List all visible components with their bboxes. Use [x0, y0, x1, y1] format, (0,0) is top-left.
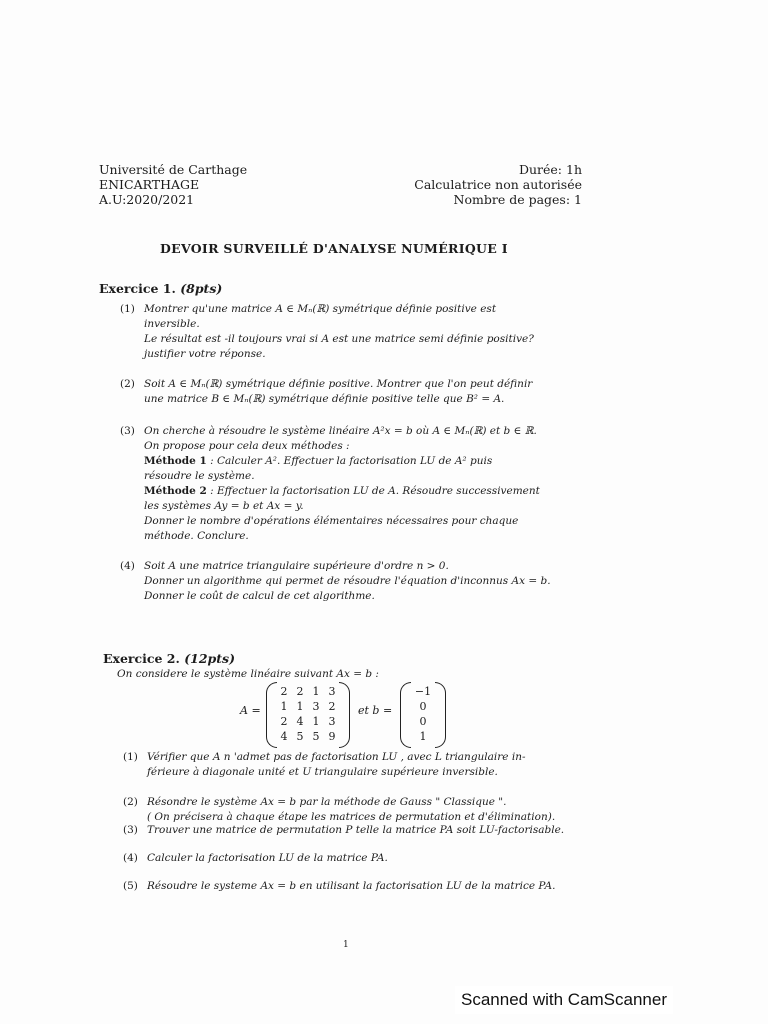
question-line: Donner un algorithme qui permet de résoudre l'équation d'inconnus Ax = b. — [144, 575, 551, 587]
header-institution — [99, 162, 247, 207]
question-line: Vérifier que A n 'admet pas de factorisation LU , avec L triangulaire in- — [147, 751, 526, 763]
vector-entry: 0 — [419, 715, 427, 728]
matrix-entry: 5 — [296, 730, 304, 743]
matrix-a-entries — [276, 684, 340, 744]
exercise-2-intro: On considere le système linéaire suivant Ax = b : — [117, 668, 379, 680]
header-school: ENICARTHAGE — [99, 177, 200, 192]
question-number: (4) — [120, 560, 135, 572]
matrix-entry: 1 — [296, 700, 304, 713]
matrix-a — [266, 682, 350, 746]
question-number: (1) — [123, 751, 138, 763]
exercise-2-heading — [103, 651, 235, 666]
question-line: Le résultat est -il toujours vrai si A est une matrice semi définie positive? — [144, 333, 534, 345]
left-parenthesis — [400, 682, 411, 748]
question-line: Résoudre le systeme Ax = b en utilisant la factorisation LU de la matrice PA. — [147, 880, 556, 892]
matrix-entry: 3 — [328, 715, 336, 728]
question-line: résoudre le système. — [144, 470, 255, 482]
matrix-entry: 1 — [280, 700, 288, 713]
header-university: Université de Carthage — [99, 162, 248, 177]
matrix-entry: 2 — [328, 700, 336, 713]
matrix-entry: 3 — [312, 700, 320, 713]
page-number: 1 — [343, 940, 349, 950]
question-line: justifier votre réponse. — [144, 348, 266, 360]
exercise-2-points: (12pts) — [184, 651, 235, 666]
question-number: (2) — [123, 796, 138, 808]
question-line: les systèmes Ay = b et Ax = y. — [144, 500, 304, 512]
camscanner-watermark: Scanned with CamScanner — [455, 986, 673, 1014]
question-number: (5) — [123, 880, 138, 892]
question-line: férieure à diagonale unité et U triangulaire supérieure inversible. — [147, 766, 498, 778]
exercise-1-points: (8pts) — [180, 281, 223, 296]
matrix-entry: 5 — [312, 730, 320, 743]
exam-title: DEVOIR SURVEILLÉ D'ANALYSE NUMÉRIQUE I — [160, 241, 508, 256]
header-duration: Durée: 1h — [518, 162, 582, 177]
vector-b-label: et b = — [358, 704, 393, 717]
header-calculator: Calculatrice non autorisée — [414, 177, 582, 192]
matrix-a-label: A = — [240, 704, 261, 717]
question-number: (1) — [120, 303, 135, 315]
right-parenthesis — [339, 682, 350, 748]
question-line: inversible. — [144, 318, 200, 330]
matrix-entry: 4 — [280, 730, 288, 743]
question-line: ( On précisera à chaque étape les matrices de permutation et d'élimination). — [147, 811, 556, 823]
method-2-line — [144, 484, 540, 499]
question-number: (3) — [120, 425, 135, 437]
matrix-entry: 4 — [296, 715, 304, 728]
matrix-entry: 1 — [312, 715, 320, 728]
question-line: On propose pour cela deux méthodes : — [144, 440, 350, 452]
question-number: (3) — [123, 824, 138, 836]
exercise-1-heading — [99, 281, 222, 296]
matrix-entry: 2 — [280, 685, 288, 698]
question-line: méthode. Conclure. — [144, 530, 249, 542]
header-exam-info — [414, 162, 582, 207]
matrix-entry: 2 — [296, 685, 304, 698]
method-1-label: Méthode 1 — [144, 455, 207, 467]
vector-entry: 0 — [419, 700, 427, 713]
matrix-entry: 9 — [328, 730, 336, 743]
matrix-entry: 1 — [312, 685, 320, 698]
question-line: Soit A une matrice triangulaire supérieure d'ordre n > 0. — [144, 560, 449, 572]
matrix-entry: 2 — [280, 715, 288, 728]
method-2-text: : Effectuer la factorisation LU de A. Résoudre successivement — [206, 485, 540, 497]
matrix-entry: 3 — [328, 685, 336, 698]
question-line: Résondre le système Ax = b par la méthode de Gauss " Classique ". — [147, 796, 507, 808]
exercise-1-label: Exercice 1. — [99, 281, 176, 296]
question-line: Trouver une matrice de permutation P telle la matrice PA soit LU-factorisable. — [147, 824, 565, 836]
method-2-label: Méthode 2 — [144, 485, 207, 497]
question-line: Soit A ∈ Mₙ(ℝ) symétrique définie positive. Montrer que l'on peut définir — [144, 378, 533, 390]
question-line: Donner le nombre d'opérations élémentaires nécessaires pour chaque — [144, 515, 519, 527]
question-number: (2) — [120, 378, 135, 390]
method-1-line — [144, 454, 540, 469]
question-line: Montrer qu'une matrice A ∈ Mₙ(ℝ) symétrique définie positive est — [144, 303, 497, 315]
question-line: une matrice B ∈ Mₙ(ℝ) symétrique définie positive telle que B² = A. — [144, 393, 505, 405]
method-1-text: : Calculer A². Effectuer la factorisation LU de A² puis — [206, 455, 493, 467]
vector-b — [400, 682, 446, 746]
question-line: Calculer la factorisation LU de la matrice PA. — [147, 852, 388, 864]
vector-entry: −1 — [414, 685, 432, 698]
vector-b-entries — [412, 684, 434, 744]
question-number: (4) — [123, 852, 138, 864]
vector-entry: 1 — [419, 730, 427, 743]
question-line: Donner le coût de calcul de cet algorithme. — [144, 590, 375, 602]
header-academic-year: A.U:2020/2021 — [99, 192, 195, 207]
header-pages: Nombre de pages: 1 — [453, 192, 582, 207]
question-line: On cherche à résoudre le système linéaire A²x = b où A ∈ Mₙ(ℝ) et b ∈ ℝ. — [144, 425, 537, 437]
right-parenthesis — [435, 682, 446, 748]
exercise-2-label: Exercice 2. — [103, 651, 180, 666]
